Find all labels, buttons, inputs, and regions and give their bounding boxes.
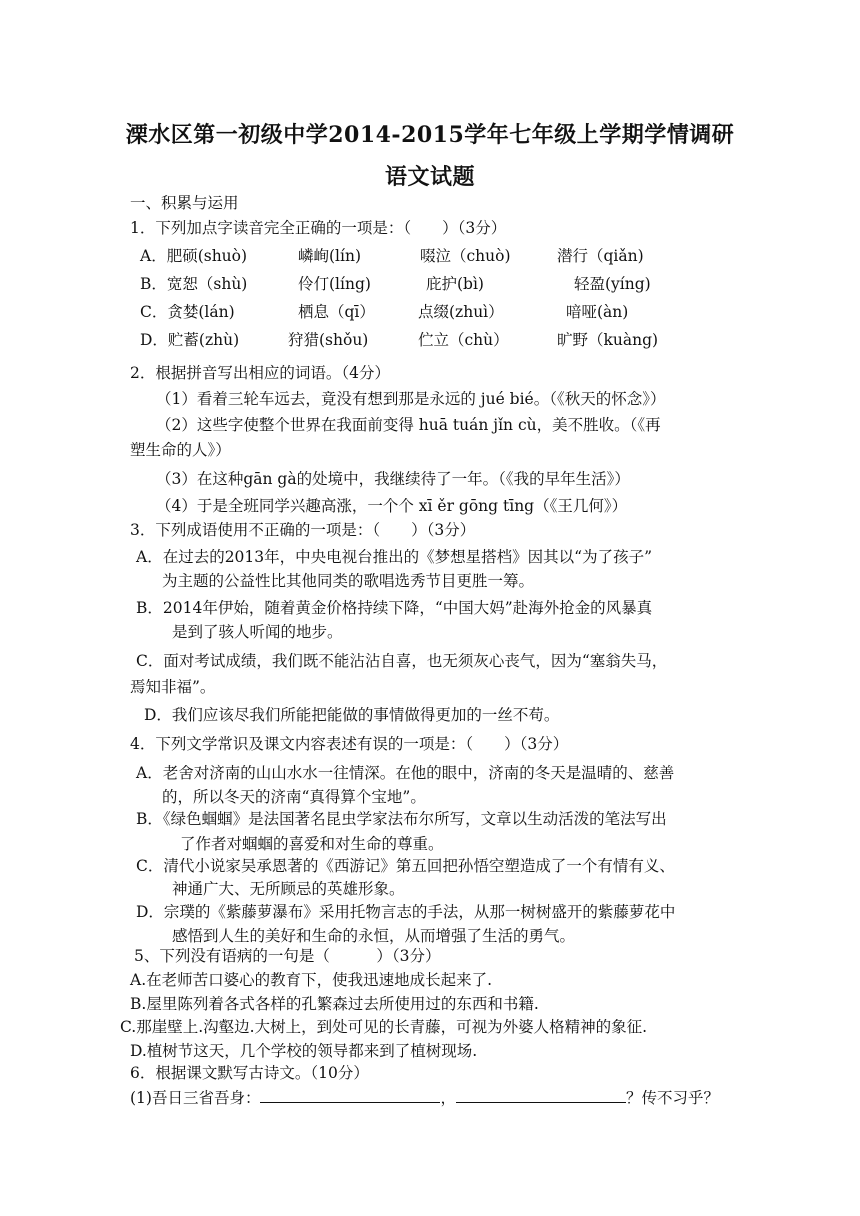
q2-item-1: （1）看着三轮车远去，竟没有想到那是永远的 jué bié。（《秋天的怀念》） [156,390,666,408]
q1-option-a-word2: 嶙峋(lín) [298,247,361,265]
q4-option-c: C．清代小说家吴承恩著的《西游记》第五回把孙悟空塑造成了一个有情有义、 [136,857,675,875]
q5-option-b: B.屋里陈列着各式各样的孔繁森过去所使用过的东西和书籍. [130,995,539,1013]
q5-option-c: C.那崖壁上.沟壑边.大树上，到处可见的长青藤，可视为外婆人格精神的象征. [120,1018,648,1036]
q4-option-a-cont: 的，所以冬天的济南“真得算个宝地”。 [162,788,426,806]
q2-item-2-cont: 塑生命的人》） [130,441,231,459]
q6-item-1 [130,1086,719,1109]
q3-option-a: A．在过去的2013年，中央电视台推出的《梦想星搭档》因其以“为了孩子” [136,548,652,566]
q4-option-d: D．宗璞的《紫藤萝瀑布》采用托物言志的手法，从那一树树盛开的紫藤萝花中 [136,903,676,921]
q1-option-d-word3: 伫立（chù） [418,331,509,349]
exam-title: 溧水区第一初级中学2014-2015学年七年级上学期学情调研 [125,122,735,148]
q4-option-c-cont: 神通广大、无所顾忌的英雄形象。 [172,880,405,898]
q6-item-1-suffix: ？传不习乎？ [625,1089,719,1107]
exam-subtitle: 语文试题 [384,164,475,190]
q6-item-1-prefix: (1)吾日三省吾身： [130,1089,261,1107]
q1-option-a-word1: A．肥硕(shuò) [140,247,248,265]
q4-option-d-cont: 感悟到人生的美好和生命的永恒，从而增强了生活的勇气。 [172,927,576,945]
q1-option-c-word1: C．贪婪(lán) [140,303,235,321]
q2-stem: 2．根据拼音写出相应的词语。（4分） [130,364,390,382]
q6-stem: 6．根据课文默写古诗文。（10分） [130,1064,369,1082]
answer-blank-1[interactable] [260,1086,440,1103]
answer-blank-2[interactable] [456,1086,626,1103]
q3-option-a-cont: 为主题的公益性比其他同类的歌唱选秀节目更胜一筹。 [162,572,535,590]
q3-option-c-cont: 焉知非福”。 [130,678,216,696]
q5-option-a: A.在老师苦口婆心的教育下，使我迅速地成长起来了. [130,971,493,989]
q5-stem: 5、下列没有语病的一句是（ ）（3分） [134,947,441,965]
q1-option-b-word2: 伶仃(líng) [298,275,371,293]
q1-option-d-word2: 狩猎(shǒu) [288,331,369,349]
q1-option-b-word4: 轻盈(yíng) [574,275,651,293]
q3-option-b-cont: 是到了骇人听闻的地步。 [172,623,343,641]
q2-item-3: （3）在这种gān gà的处境中，我继续待了一年。（《我的早年生活》） [156,470,630,488]
q1-option-a-word3: 啜泣（chuò) [420,247,511,265]
q2-item-2: （2）这些字使整个世界在我面前变得 huā tuán jǐn cù，美不胜收。（《再 [156,416,661,434]
section-heading: 一、积累与运用 [130,194,239,212]
q1-option-b-word1: B．宽恕（shù) [140,275,248,293]
q1-option-c-word2: 栖息（qī） [298,303,375,321]
q3-option-c: C．面对考试成绩，我们既不能沾沾自喜，也无须灰心丧气，因为“塞翁失马， [136,652,668,670]
q1-stem: 1．下列加点字读音完全正确的一项是：（ ）（3分） [130,219,507,237]
q1-option-d-word1: D．贮蓄(zhù) [140,331,240,349]
q4-stem: 4．下列文学常识及课文内容表述有误的一项是：（ ）（3分） [130,735,569,753]
q1-option-c-word3: 点缀(zhuì） [418,303,504,321]
q3-stem: 3．下列成语使用不正确的一项是：（ ）（3分） [130,521,476,539]
q3-option-d: D．我们应该尽我们所能把能做的事情做得更加的一丝不苟。 [144,706,560,724]
q1-option-b-word3: 庇护(bì) [426,275,484,293]
q4-option-b-cont: 了作者对蝈蝈的喜爱和对生命的尊重。 [180,835,444,853]
q3-option-b: B．2014年伊始，随着黄金价格持续下降，“中国大妈”赴海外抢金的风暴真 [136,599,653,617]
q4-option-a: A．老舍对济南的山山水水一往情深。在他的眼中，济南的冬天是温晴的、慈善 [136,764,675,782]
q2-item-4: （4）于是全班同学兴趣高涨，一个个 xī ěr gōng tīng（《王几何》） [156,497,628,515]
q1-option-c-word4: 喑哑(àn) [566,303,629,321]
q1-option-a-word4: 潜行（qiǎn) [557,247,644,265]
q6-item-1-separator: ， [440,1089,456,1107]
q4-option-b: B．《绿色蝈蝈》是法国著名昆虫学家法布尔所写，文章以生动活泼的笔法写出 [136,810,667,828]
q1-option-d-word4: 旷野（kuàng) [557,331,659,349]
q5-option-d: D.植树节这天，几个学校的领导都来到了植树现场. [130,1042,478,1060]
